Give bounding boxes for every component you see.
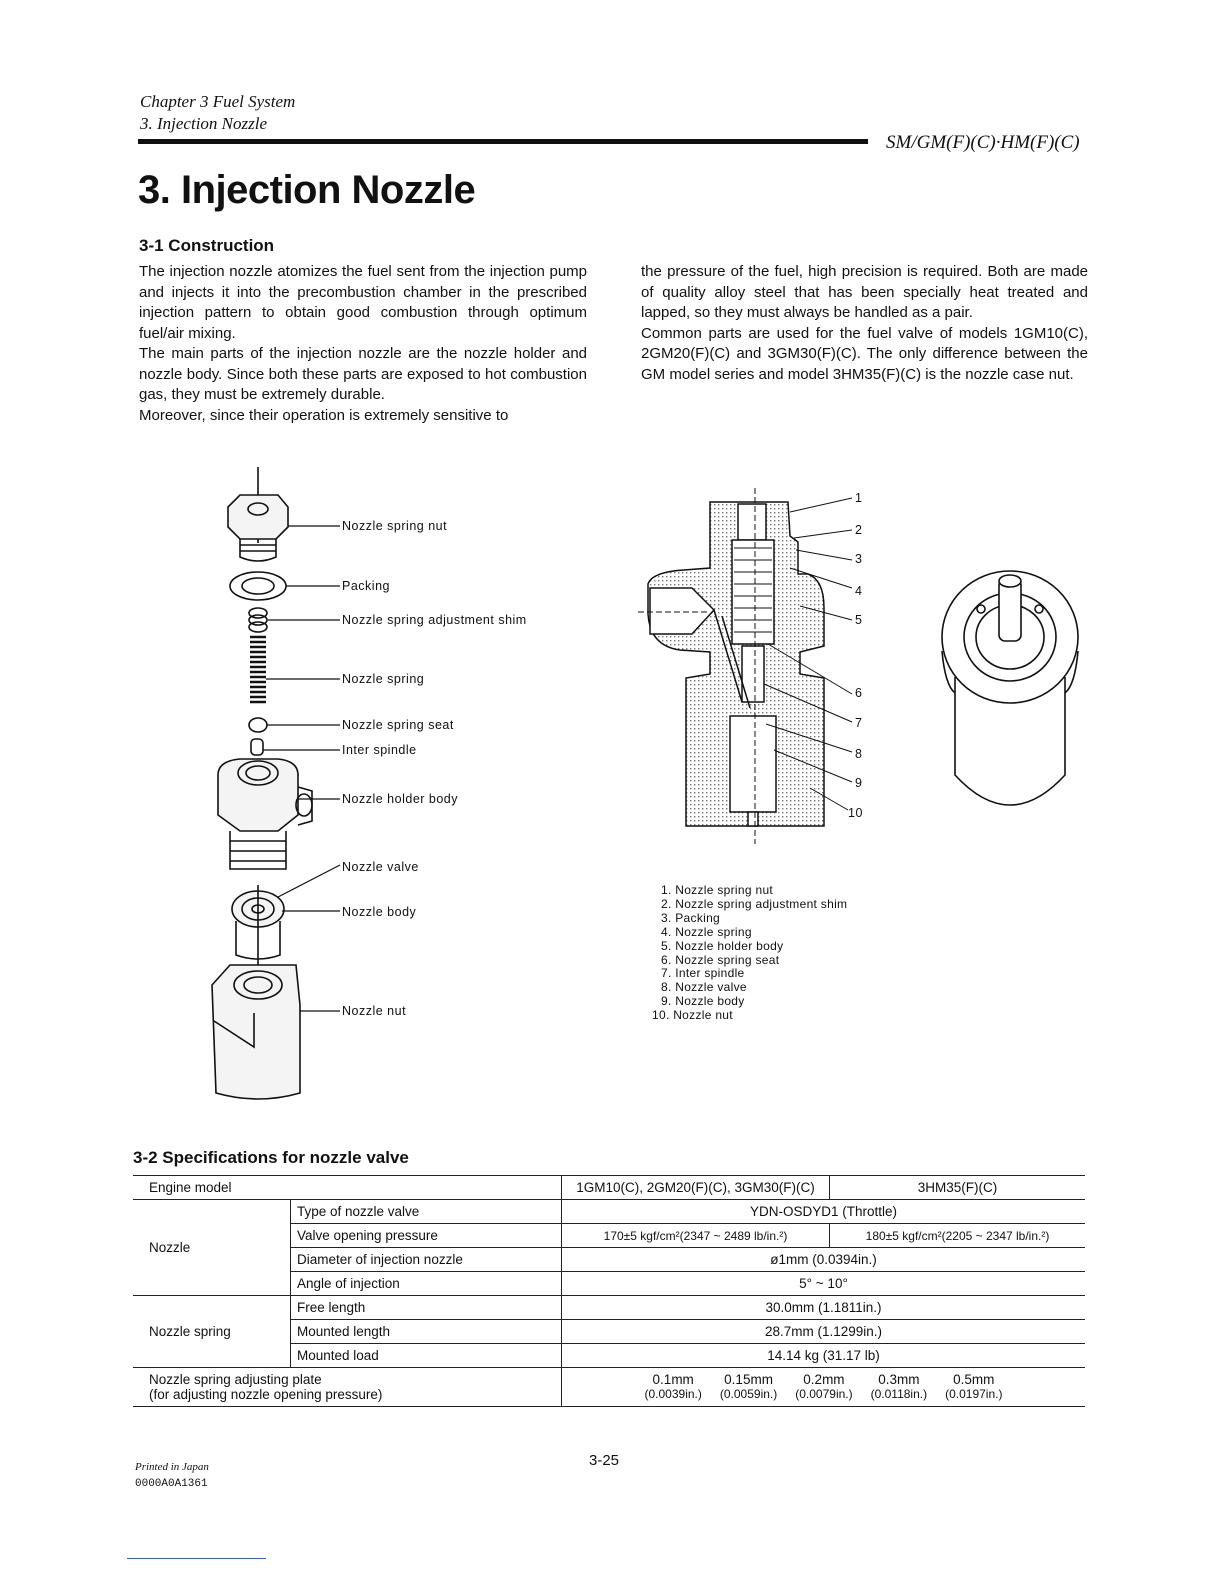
page-number: 3-25	[589, 1452, 620, 1469]
legend-item: 4. Nozzle spring	[661, 924, 752, 939]
model-a-header: 1GM10(C), 2GM20(F)(C), 3GM30(F)(C)	[562, 1176, 830, 1200]
plate-option	[720, 1372, 777, 1402]
label-nozzle-spring: Nozzle spring	[342, 672, 425, 686]
col1-paragraph-3: Moreover, since their operation is extremely sensitive to	[139, 406, 509, 424]
label-nozzle-body: Nozzle body	[342, 905, 417, 919]
engine-model-label: Engine model	[133, 1176, 562, 1200]
label-nozzle-valve: Nozzle valve	[342, 860, 419, 874]
plate-in: (0.0079in.)	[795, 1387, 853, 1401]
legend-item: 1. Nozzle spring nut	[661, 883, 774, 897]
footer-link-line	[127, 1558, 266, 1559]
col2-paragraph-2: Common parts are used for the fuel valve of models 1GM10(C), 2GM20(F)(C) and 3GM30(F)(C). The only difference between the GM model series and model 3HM35(F)(C) is the nozzle case nut.	[641, 324, 1088, 383]
callout-3: 3	[855, 552, 863, 566]
legend-item: 9. Nozzle body	[661, 994, 745, 1009]
adjusting-plate-values	[562, 1368, 1086, 1407]
callout-5: 5	[855, 613, 863, 627]
plate-option	[871, 1372, 927, 1402]
mounted-load-value: 14.14 kg (31.17 lb)	[562, 1344, 1086, 1368]
plate-mm: 0.15mm	[724, 1372, 773, 1387]
plate-in: (0.0197in.)	[945, 1387, 1003, 1401]
col1-paragraph-2: The main parts of the injection nozzle are the nozzle holder and nozzle body. Since both these parts are exposed to hot combustion gas, they must be extremely durable.	[139, 345, 587, 403]
type-value: YDN-OSDYD1 (Throttle)	[562, 1200, 1086, 1224]
legend-item: 2. Nozzle spring adjustment shim	[661, 896, 848, 911]
model-b-header: 3HM35(F)(C)	[830, 1176, 1086, 1200]
table-row	[133, 1368, 1085, 1407]
document-code: 0000A0A1361	[135, 1478, 208, 1490]
angle-label: Angle of injection	[291, 1272, 562, 1296]
plate-option	[795, 1372, 852, 1402]
vop-value-a: 170±5 kgf/cm²(2347 ~ 2489 lb/in.²)	[562, 1224, 830, 1248]
plate-in: (0.0039in.)	[644, 1387, 702, 1401]
callout-4: 4	[855, 584, 863, 598]
angle-value: 5° ~ 10°	[562, 1272, 1086, 1296]
table-row	[133, 1200, 1085, 1224]
adjusting-plate-label	[133, 1368, 562, 1407]
adjusting-plate-label-2: (for adjusting nozzle opening pressure)	[149, 1387, 383, 1402]
plate-mm: 0.2mm	[803, 1372, 845, 1387]
plate-mm: 0.3mm	[878, 1372, 920, 1387]
col1-paragraph-1: The injection nozzle atomizes the fuel sent from the injection pump and injects it into the precombustion chamber in the prescribed injection pattern to obtain good combustion through optimum fuel/air mixing.	[139, 263, 587, 342]
diameter-value: ø1mm (0.0394in.)	[562, 1248, 1086, 1272]
header-rule	[138, 139, 868, 144]
spring-group-label: Nozzle spring	[133, 1296, 291, 1368]
free-length-label: Free length	[291, 1296, 562, 1320]
adjusting-plate-label-1: Nozzle spring adjusting plate	[149, 1372, 322, 1387]
label-packing: Packing	[342, 579, 390, 593]
type-label: Type of nozzle valve	[291, 1200, 562, 1224]
col2-paragraph-1: the pressure of the fuel, high precision is required. Both are made of quality alloy steel that has been specially heat treated and lapped, so they must always be handled as a pair.	[641, 263, 1088, 321]
legend-item: 10. Nozzle nut	[652, 1008, 733, 1023]
legend-item: 3. Packing	[661, 910, 721, 925]
construction-col2	[641, 262, 1088, 385]
free-length-value: 30.0mm (1.1811in.)	[562, 1296, 1086, 1320]
callout-8: 8	[855, 747, 863, 761]
callout-2: 2	[855, 523, 863, 537]
callout-6: 6	[855, 686, 863, 700]
legend-item: 6. Nozzle spring seat	[661, 952, 780, 967]
nozzle-group-label: Nozzle	[133, 1200, 291, 1296]
parts-legend	[652, 884, 847, 1023]
table-row	[133, 1296, 1085, 1320]
vop-label: Valve opening pressure	[291, 1224, 562, 1248]
page-title: 3. Injection Nozzle	[138, 168, 476, 212]
table-row	[133, 1176, 1085, 1200]
plate-option	[645, 1372, 702, 1402]
label-nozzle-nut: Nozzle nut	[342, 1004, 407, 1018]
callout-1: 1	[855, 491, 863, 505]
printed-in: Printed in Japan	[135, 1461, 209, 1473]
plate-mm: 0.1mm	[652, 1372, 694, 1387]
vop-value-b: 180±5 kgf/cm²(2205 ~ 2347 lb/in.²)	[830, 1224, 1086, 1248]
nozzle-case-nut-diagram	[935, 565, 1085, 825]
legend-item: 7. Inter spindle	[661, 966, 745, 981]
mounted-length-value: 28.7mm (1.1299in.)	[562, 1320, 1086, 1344]
chapter-title: Chapter 3 Fuel System	[140, 92, 296, 111]
section-title: 3. Injection Nozzle	[140, 114, 268, 133]
legend-item: 8. Nozzle valve	[661, 980, 747, 995]
plate-mm: 0.5mm	[953, 1372, 995, 1387]
plate-in: (0.0059in.)	[719, 1387, 778, 1401]
construction-col1	[139, 262, 587, 426]
label-inter-spindle: Inter spindle	[342, 743, 417, 757]
mounted-length-label: Mounted length	[291, 1320, 562, 1344]
models-header: SM/GM(F)(C)·HM(F)(C)	[886, 132, 1080, 153]
legend-item: 5. Nozzle holder body	[661, 938, 784, 953]
callout-7: 7	[855, 716, 863, 730]
specs-heading: 3-2 Specifications for nozzle valve	[133, 1148, 409, 1167]
label-nozzle-spring-seat: Nozzle spring seat	[342, 718, 454, 732]
callout-10: 10	[848, 806, 863, 820]
label-nozzle-holder-body: Nozzle holder body	[342, 792, 459, 806]
plate-option	[945, 1372, 1002, 1402]
diameter-label: Diameter of injection nozzle	[291, 1248, 562, 1272]
callout-9: 9	[855, 776, 863, 790]
label-adjustment-shim: Nozzle spring adjustment shim	[342, 613, 527, 627]
construction-heading: 3-1 Construction	[139, 236, 275, 255]
specs-table	[133, 1175, 1085, 1407]
mounted-load-label: Mounted load	[291, 1344, 562, 1368]
plate-in: (0.0118in.)	[870, 1387, 928, 1401]
label-nozzle-spring-nut: Nozzle spring nut	[342, 519, 448, 533]
sectional-view-diagram	[630, 488, 870, 848]
